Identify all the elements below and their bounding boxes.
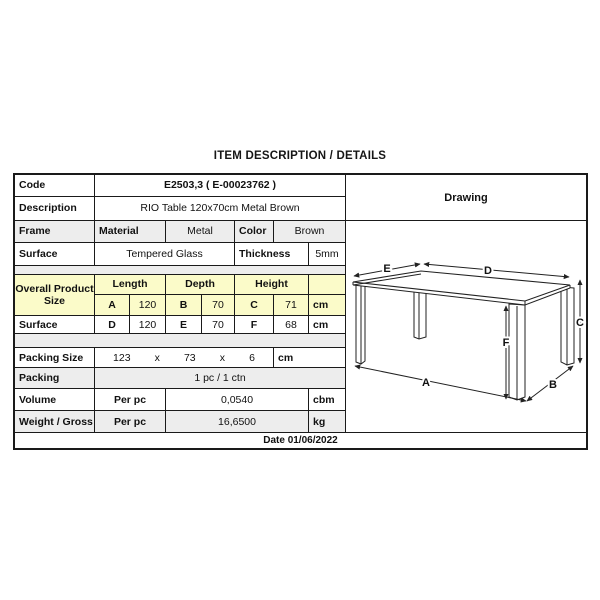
packing-size-unit: cm [274,348,345,367]
item-details-table [13,173,588,450]
dim-label-d: D [484,265,492,277]
overall-size-label: Overall Product Size [15,275,95,315]
material-label: Material [95,221,166,242]
dim-label-b: B [549,379,557,391]
thickness-label: Thickness [235,243,309,265]
table-line-drawing [346,221,590,432]
code-label: Code [15,175,95,196]
dim-val-f: 68 [274,316,309,334]
unit-header-empty [309,275,345,294]
description-value: RIO Table 120x70cm Metal Brown [95,197,345,220]
description-row [15,197,345,221]
packing-label: Packing [15,368,95,388]
dim-val-a: 120 [130,295,166,315]
dim-label-f: F [502,337,510,349]
spec-table [15,175,345,432]
overall-size-grid [95,275,345,315]
dim-key-f: F [235,316,274,334]
volume-row [15,389,345,411]
drawing-panel [345,175,586,432]
thickness-value: 5mm [309,243,345,265]
page-title: ITEM DESCRIPTION / DETAILS [213,150,387,162]
dim-label-c: C [576,317,584,329]
packing-size-row [15,348,345,368]
weight-row [15,411,345,432]
dim-val-c: 71 [274,295,309,315]
volume-value: 0,0540 [166,389,309,410]
dim-key-d: D [95,316,130,334]
dim-val-e: 70 [202,316,235,334]
packing-size-label: Packing Size [15,348,95,367]
surface-label: Surface [15,243,95,265]
dim-label-e: E [383,263,391,275]
depth-header: Depth [166,275,235,294]
size-unit-2: cm [309,316,345,334]
weight-value: 16,6500 [166,411,309,432]
spacer-row [15,334,345,348]
size-unit: cm [309,295,345,315]
date-value: Date 01/06/2022 [263,435,338,446]
drawing-panel-title: Drawing [346,175,586,221]
volume-unit: cbm [309,389,345,410]
frame-label: Frame [15,221,95,242]
dim-key-e: E [166,316,202,334]
frame-row [15,221,345,243]
height-header: Height [235,275,309,294]
weight-label: Weight / Gross [15,411,95,432]
description-label: Description [15,197,95,220]
code-row [15,175,345,197]
table-top [353,271,570,305]
length-header: Length [95,275,166,294]
dim-val-b: 70 [202,295,235,315]
surface-row [15,243,345,266]
table-legs [356,284,574,400]
volume-label: Volume [15,389,95,410]
packing-row [15,368,345,389]
overall-size-block [15,275,345,315]
dim-key-b: B [166,295,202,315]
surface-size-label: Surface [15,316,95,334]
dim-line-a [355,366,526,401]
volume-basis: Per pc [95,389,166,410]
size-row-surface [15,316,345,335]
packing-dims [95,348,274,367]
dim-val-d: 120 [130,316,166,334]
packing-dim-w: 73 [183,351,196,364]
color-value: Brown [274,221,345,242]
weight-unit: kg [309,411,345,432]
dim-key-c: C [235,295,274,315]
packing-dim-x2: x [219,351,225,364]
packing-dim-h: 6 [249,351,255,364]
code-value: E2503,3 ( E-00023762 ) [95,175,345,196]
packing-dim-x1: x [154,351,160,364]
size-header-row [95,275,345,295]
dim-key-a: A [95,295,130,315]
packing-dim-l: 123 [113,351,131,364]
table-body [15,175,586,432]
drawing-area [346,221,586,432]
material-value: Metal [166,221,235,242]
surface-value: Tempered Glass [95,243,235,265]
date-row [15,432,586,448]
size-row-overall [95,295,345,315]
weight-basis: Per pc [95,411,166,432]
packing-value: 1 pc / 1 ctn [95,368,345,388]
dim-label-a: A [422,377,430,389]
spacer-row [15,266,345,275]
color-label: Color [235,221,274,242]
